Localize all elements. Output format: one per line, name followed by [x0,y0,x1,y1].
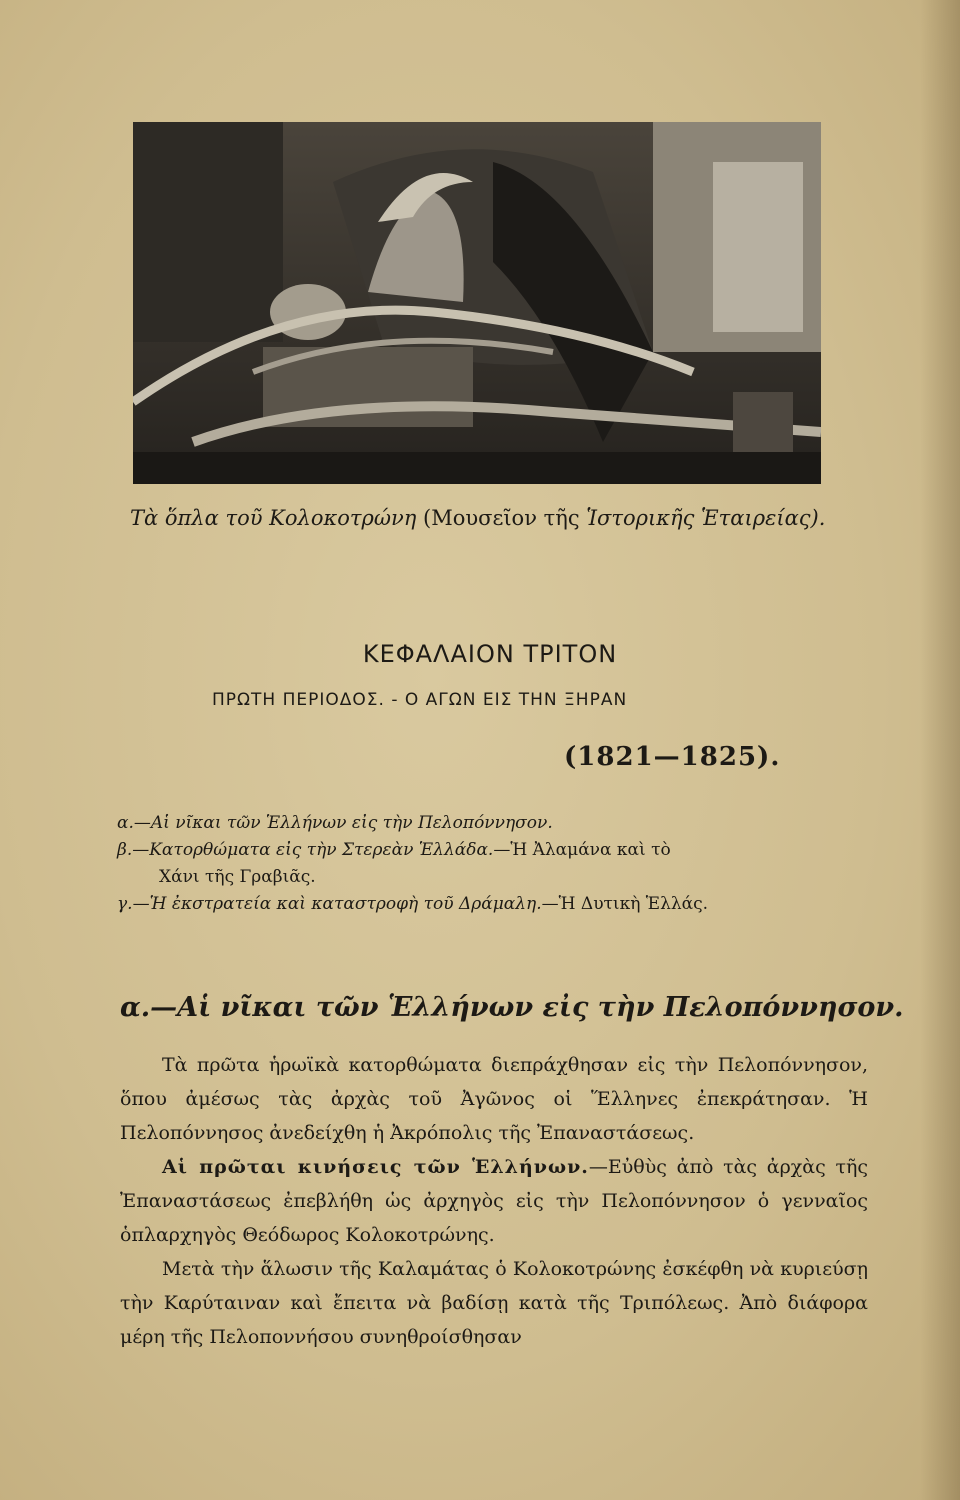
kolokotronis-weapons-photo [133,122,821,484]
paragraph-2-text: —Εὐθὺς ἀπὸ τὰς ἀρχὰς τῆς Ἐπαναστάσεως ἐπεβλήθη ὡς ἀρχηγὸς εἰς τὴν Πελοπόννησον ὁ γενναῖος ὁπλαρχηγὸς Θεόδωρος Κολοκοτρώνης. [120,1156,868,1246]
toc-item-c-title: γ.—Ἡ ἐκστρατεία καὶ καταστροφὴ τοῦ Δράμαλη. [117,894,542,914]
toc-item-b-continuation: Χάνι τῆς Γραβιᾶς. [159,867,316,887]
body-text [120,1048,868,1354]
paragraph-3: Μετὰ τὴν ἅλωσιν τῆς Καλαμάτας ὁ Κολοκοτρώνης ἐσκέφθη νὰ κυριεύσῃ τὴν Καρύταιναν καὶ ἔπειτα νὰ βαδίσῃ κατὰ τῆς Τριπόλεως. Ἀπὸ διάφορα μέρη τῆς Πελοποννήσου συνηθροίσθησαν [120,1258,868,1348]
paragraph-2 [120,1150,868,1252]
chapter-title: ΚΕΦΑΛΑΙΟΝ ΤΡΙΤΟΝ [362,640,618,668]
toc-item-c-rest: —Ἡ Δυτικὴ Ἑλλάς. [541,894,709,914]
page-edge-shadow [920,0,960,1500]
paragraph-2-heading: Αἱ πρῶται κινήσεις τῶν Ἑλλήνων. [162,1156,589,1178]
caption-title: Τὰ ὅπλα τοῦ Κολοκοτρώνη [130,506,417,530]
toc-item-a: α.—Αἱ νῖκαι τῶν Ἑλλήνων εἰς τὴν Πελοπόννησον. [117,813,553,833]
period-heading: ΠΡΩΤΗ ΠΕΡΙΟΔΟΣ. - Ο ΑΓΩΝ ΕΙΣ ΤΗΝ ΞΗΡΑΝ [212,690,628,710]
toc-item-b [117,837,877,864]
chapter-contents [117,810,877,918]
toc-item-b-rest: —Ἡ Ἀλαμάνα καὶ τὸ [493,840,671,860]
caption-museum: (Μουσεῖον τῆς [423,506,580,530]
toc-item-b-title: β.—Κατορθώματα εἰς τὴν Στερεὰν Ἑλλάδα. [117,840,494,860]
section-heading: α.—Αἱ νῖκαι τῶν Ἑλλήνων εἰς τὴν Πελοπόννησον. [120,992,904,1023]
caption-society: Ἱστορικῆς Ἑταιρείας). [586,506,826,530]
years-range: (1821—1825). [564,742,781,772]
photo-caption [130,506,850,530]
toc-item-c [117,891,877,918]
paragraph-1: Τὰ πρῶτα ἡρωϊκὰ κατορθώματα διεπράχθησαν εἰς τὴν Πελοπόννησον, ὅπου ἀμέσως τὰς ἀρχὰς τοῦ Ἀγῶνος οἱ Ἕλληνες ἐπεκράτησαν. Ἡ Πελοπόννησος ἀνεδείχθη ἡ Ἀκρόπολις τῆς Ἐπαναστάσεως. [120,1054,868,1144]
